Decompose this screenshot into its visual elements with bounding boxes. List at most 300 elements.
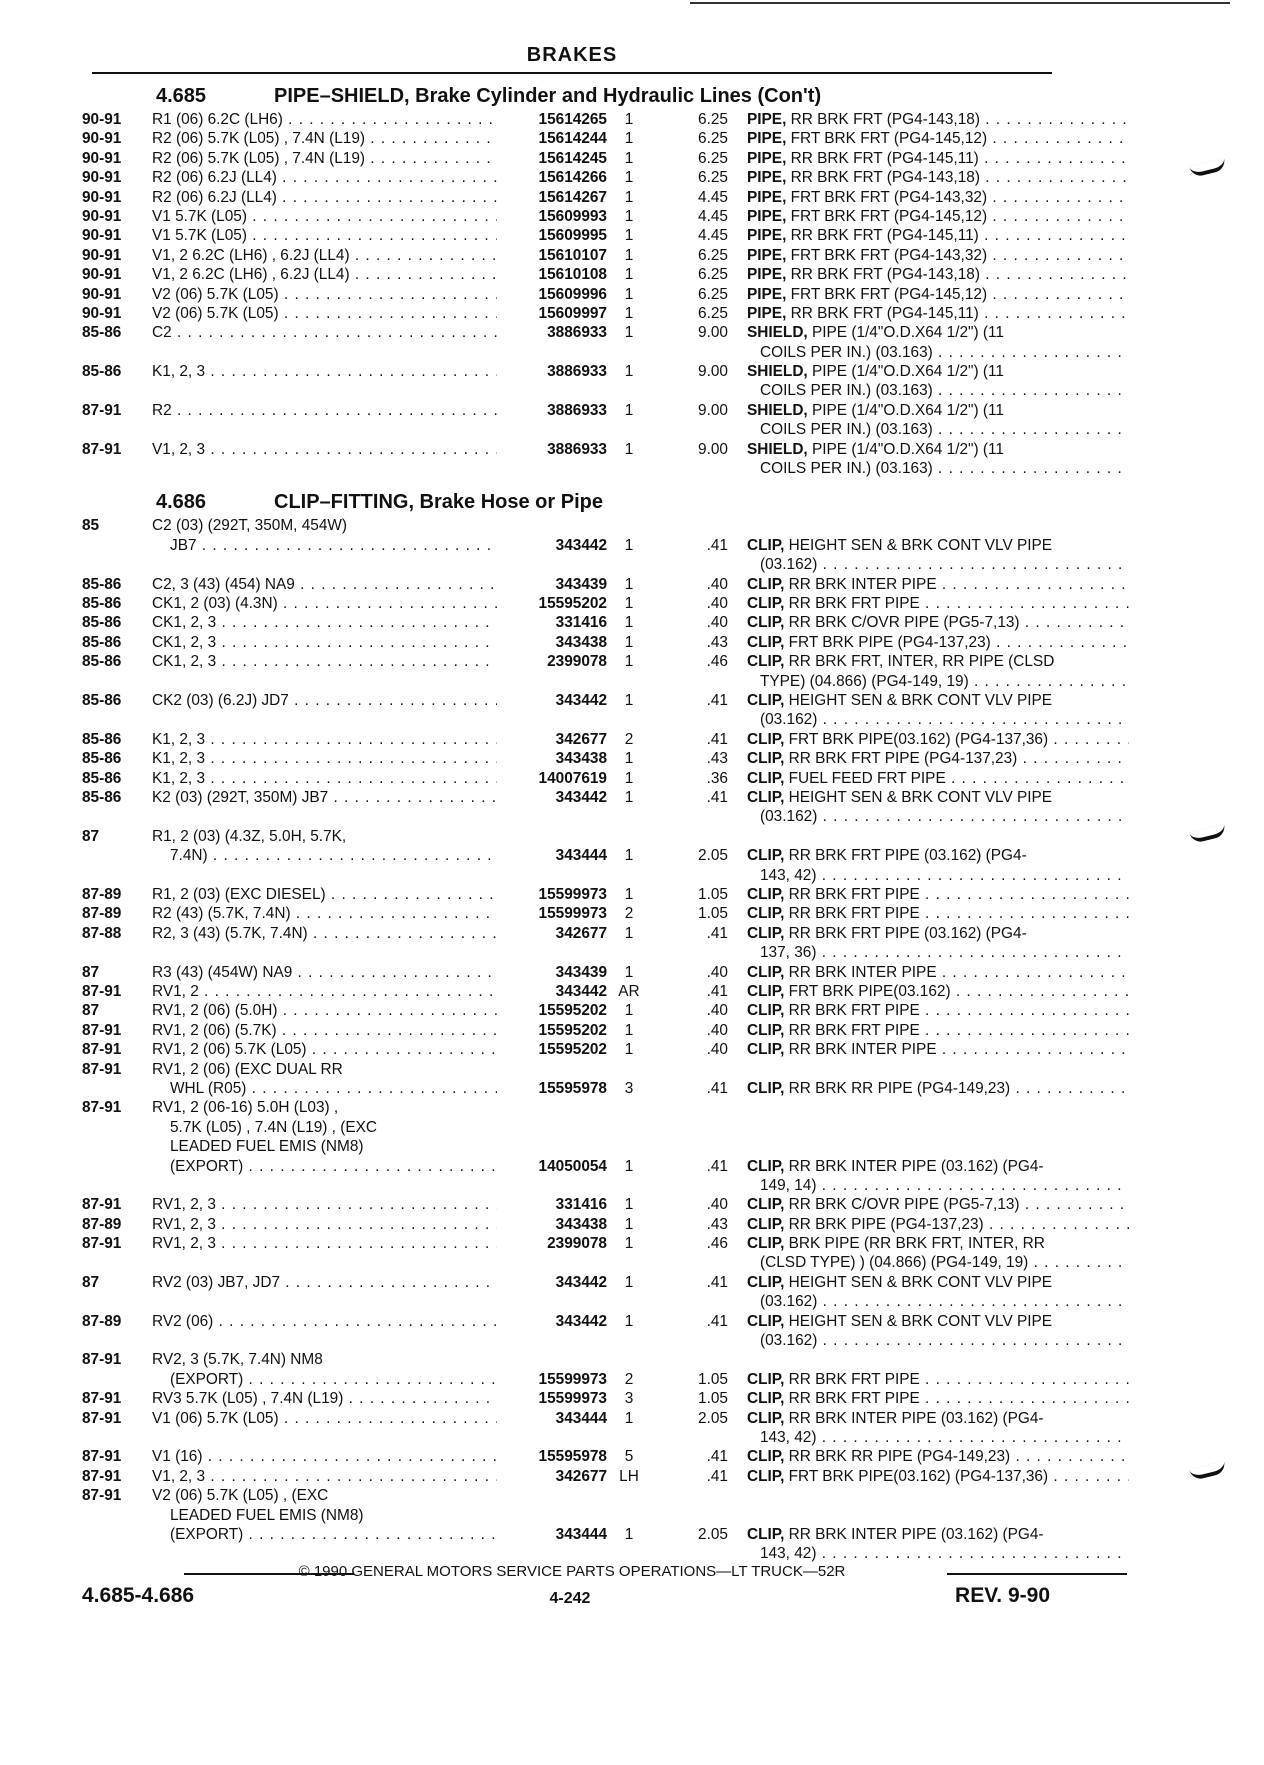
- model-description-cont: 7.4N) . . .: [170, 846, 497, 865]
- quantity: 1: [624, 188, 634, 206]
- model-description: R1, 2 (03) (4.3Z, 5.0H, 5.7K,: [152, 827, 347, 845]
- part-number: 15595978: [538, 1079, 607, 1097]
- part-description: [747, 613, 1129, 632]
- quantity: 1: [624, 1157, 634, 1175]
- part-description: [747, 440, 1129, 459]
- binder-hole-mark: [1190, 162, 1226, 172]
- part-name: CLIP,: [747, 1215, 785, 1233]
- part-name: PIPE,: [747, 130, 787, 148]
- part-name: CLIP,: [747, 692, 785, 710]
- price: 9.00: [698, 440, 728, 458]
- part-name: PIPE,: [747, 207, 787, 225]
- model-description: K2 (03) (292T, 350M) JB7 . . .: [152, 788, 497, 807]
- price: 9.00: [698, 401, 728, 419]
- quantity: 1: [624, 401, 634, 419]
- part-row: [82, 1273, 1052, 1312]
- part-description: [747, 304, 1129, 323]
- part-name: SHIELD,: [747, 363, 808, 381]
- quantity: 1: [624, 1312, 634, 1330]
- section-spacer: [82, 478, 1052, 486]
- part-description: [747, 904, 1129, 923]
- part-row: [82, 362, 1052, 401]
- model-description: RV2, 3 (5.7K, 7.4N) NM8: [152, 1351, 323, 1369]
- model-description-cont: LEADED FUEL EMIS (NM8): [170, 1506, 364, 1524]
- part-description-cont: 143, 42) . . .: [760, 1544, 1129, 1563]
- part-number: 15614245: [538, 149, 607, 167]
- part-description-text: RR BRK FRT (PG4-145,11): [790, 304, 979, 322]
- model-description: R2 (06) 6.2J (LL4) . . .: [152, 188, 497, 207]
- quantity: 1: [624, 111, 634, 128]
- price: 6.25: [698, 130, 728, 148]
- part-row: [82, 168, 1052, 187]
- quantity: 5: [624, 1448, 634, 1466]
- part-row: [82, 788, 1052, 827]
- part-row: [82, 246, 1052, 265]
- part-name: CLIP,: [747, 1467, 785, 1485]
- model-year: 87-91: [82, 982, 122, 1000]
- part-description: [747, 149, 1129, 168]
- part-number: 343438: [555, 1215, 607, 1233]
- model-year: 85-86: [82, 653, 122, 671]
- model-year: 90-91: [82, 188, 122, 206]
- part-number: 343439: [555, 575, 607, 593]
- part-number: 331416: [555, 1196, 607, 1214]
- price: 2.05: [698, 1526, 728, 1544]
- part-row: [82, 304, 1052, 323]
- model-description: R3 (43) (454W) NA9 . . .: [152, 963, 497, 982]
- model-year: 85-86: [82, 614, 122, 632]
- part-description: [747, 982, 1129, 1001]
- part-name: CLIP,: [747, 730, 785, 748]
- part-name: CLIP,: [747, 1526, 785, 1544]
- part-row: [82, 323, 1052, 362]
- part-number: 3886933: [547, 324, 607, 342]
- part-name: CLIP,: [747, 1409, 785, 1427]
- part-row: [82, 440, 1052, 479]
- price: .41: [706, 1448, 728, 1466]
- part-row: [82, 730, 1052, 749]
- model-description: CK1, 2 (03) (4.3N) . . .: [152, 594, 497, 613]
- part-row: [82, 652, 1055, 691]
- part-description: [747, 1001, 1129, 1020]
- model-year: 87: [82, 1002, 100, 1020]
- price: .43: [706, 750, 728, 768]
- part-row: [82, 1001, 1052, 1020]
- price: .43: [706, 633, 728, 651]
- model-year: 90-91: [82, 207, 122, 225]
- footer-revision: REV. 9-90: [955, 1584, 1050, 1607]
- price: .41: [706, 924, 728, 942]
- model-year: 87-89: [82, 1312, 122, 1330]
- part-description: [747, 1040, 1129, 1059]
- part-number: 343442: [555, 982, 607, 1000]
- part-description: [747, 246, 1129, 265]
- part-row: [82, 207, 1052, 226]
- part-description-text: FRT BRK PIPE (PG4-137,23): [788, 633, 991, 651]
- part-description-cont: COILS PER IN.) (03.163) . . .: [760, 459, 1129, 478]
- part-description: [747, 285, 1129, 304]
- model-description-cont: 5.7K (L05) , 7.4N (L19) , (EXC: [170, 1118, 378, 1136]
- part-number: 15599973: [538, 1370, 607, 1388]
- model-description: V1 5.7K (L05) . . .: [152, 207, 497, 226]
- part-name: CLIP,: [747, 633, 785, 651]
- part-name: CLIP,: [747, 789, 785, 806]
- model-description: R1 (06) 6.2C (LH6) . . .: [152, 110, 497, 129]
- price: .40: [706, 595, 728, 613]
- part-description: [747, 769, 1129, 788]
- part-row: [82, 188, 1052, 207]
- model-description: R2 (43) (5.7K, 7.4N) . . .: [152, 904, 497, 923]
- quantity: 1: [624, 1215, 634, 1233]
- part-description: [747, 1215, 1129, 1234]
- part-row: [82, 1350, 1052, 1389]
- part-description: [747, 633, 1129, 652]
- price: .41: [706, 789, 728, 806]
- model-year: 87: [82, 827, 100, 845]
- model-year: 85-86: [82, 595, 122, 613]
- part-name: CLIP,: [747, 750, 785, 768]
- footer-section-range: 4.685-4.686: [82, 1584, 195, 1607]
- part-description: [747, 362, 1129, 381]
- part-row: [82, 1447, 1052, 1466]
- quantity: 1: [624, 149, 634, 167]
- part-name: CLIP,: [747, 536, 785, 554]
- part-row: [82, 575, 1052, 594]
- part-description-cont: COILS PER IN.) (03.163) . . .: [760, 343, 1129, 362]
- part-number: 15609995: [538, 227, 607, 245]
- part-name: CLIP,: [747, 1370, 785, 1388]
- price: .41: [706, 1273, 728, 1291]
- price: .46: [706, 653, 728, 671]
- model-year: 87-88: [82, 924, 122, 942]
- part-description-text: RR BRK C/OVR PIPE (PG5-7,13): [788, 614, 1020, 632]
- part-row: [82, 285, 1052, 304]
- model-year: 85-86: [82, 324, 122, 342]
- price: .41: [706, 1312, 728, 1330]
- quantity: 3: [624, 1079, 634, 1097]
- part-number: 15595202: [538, 1041, 607, 1059]
- model-description: R1, 2 (03) (EXC DIESEL) . . .: [152, 885, 497, 904]
- quantity: 1: [624, 653, 634, 671]
- part-row: [82, 1486, 1052, 1564]
- part-row: [82, 691, 1052, 730]
- model-year: 87-91: [82, 401, 122, 419]
- part-description-cont: (03.162) . . .: [760, 710, 1129, 729]
- price: .40: [706, 1196, 728, 1214]
- part-description: [747, 1195, 1129, 1214]
- model-year: 85-86: [82, 363, 122, 381]
- part-number: 15609993: [538, 207, 607, 225]
- model-year: 87-91: [82, 1041, 122, 1059]
- part-description-text: RR BRK INTER PIPE (03.162) (PG4-: [788, 1409, 1044, 1427]
- binder-hole-mark: [1190, 828, 1226, 838]
- price: .43: [706, 1215, 728, 1233]
- price: 6.25: [698, 149, 728, 167]
- part-row: [82, 1312, 1052, 1351]
- part-description: [747, 1389, 1129, 1408]
- footer-copyright: © 1990 GENERAL MOTORS SERVICE PARTS OPERATIONS—LT TRUCK—52R: [298, 1563, 846, 1580]
- quantity: 1: [624, 847, 634, 865]
- part-number: 15595202: [538, 595, 607, 613]
- part-description: [747, 110, 1129, 129]
- model-year: 85-86: [82, 730, 122, 748]
- quantity: LH: [619, 1467, 639, 1485]
- part-description: [747, 575, 1129, 594]
- part-name: CLIP,: [747, 1079, 785, 1097]
- part-description-cont: 143, 42) . . .: [760, 866, 1129, 885]
- model-year: 85-86: [82, 750, 122, 768]
- price: .41: [706, 982, 728, 1000]
- part-description: [747, 963, 1129, 982]
- model-description: R2 (06) 6.2J (LL4) . . .: [152, 168, 497, 187]
- model-description: R2 (06) 5.7K (L05) , 7.4N (L19) . . .: [152, 149, 497, 168]
- part-description-text: FRT BRK FRT (PG4-145,12): [790, 285, 988, 303]
- part-description-text: RR BRK FRT PIPE: [788, 905, 920, 923]
- part-row: [82, 1021, 1052, 1040]
- price: 9.00: [698, 363, 728, 381]
- part-description-text: FUEL FEED FRT PIPE: [788, 769, 946, 787]
- part-name: CLIP,: [747, 1041, 785, 1059]
- part-row: [82, 749, 1052, 768]
- part-number: 343442: [555, 789, 607, 806]
- footer-rule-right: [947, 1573, 1127, 1575]
- top-edge-rule: [690, 2, 1230, 4]
- part-number: 342677: [555, 730, 607, 748]
- model-description: V2 (06) 5.7K (L05) . . .: [152, 304, 497, 323]
- footer-page-number: 4-242: [549, 1590, 591, 1607]
- model-description: R2, 3 (43) (5.7K, 7.4N) . . .: [152, 924, 497, 943]
- part-name: CLIP,: [747, 982, 785, 1000]
- part-description-text: PIPE (1/4"O.D.X64 1/2") (11: [812, 401, 1004, 419]
- part-name: CLIP,: [747, 1273, 785, 1291]
- model-description: V1 (06) 5.7K (L05) . . .: [152, 1409, 497, 1428]
- section-title: CLIP–FITTING, Brake Hose or Pipe: [274, 491, 603, 514]
- quantity: 2: [624, 1370, 634, 1388]
- model-year: 87-91: [82, 1060, 122, 1078]
- model-description: C2 (03) (292T, 350M, 454W): [152, 517, 348, 535]
- model-description-cont: (EXPORT) . . .: [170, 1157, 497, 1176]
- part-row: [82, 982, 1052, 1001]
- part-description: [747, 188, 1129, 207]
- model-description: CK1, 2, 3 . . .: [152, 613, 497, 632]
- model-year: 90-91: [82, 130, 122, 148]
- part-name: PIPE,: [747, 227, 787, 245]
- part-description-text: RR BRK INTER PIPE: [788, 575, 937, 593]
- part-row: [82, 613, 1052, 632]
- quantity: 1: [624, 1041, 634, 1059]
- model-description: CK1, 2, 3 . . .: [152, 652, 497, 671]
- price: 1.05: [698, 905, 728, 923]
- part-description-text: HEIGHT SEN & BRK CONT VLV PIPE: [788, 789, 1053, 806]
- model-year: 87: [82, 963, 100, 981]
- part-number: 342677: [555, 1467, 607, 1485]
- part-name: CLIP,: [747, 769, 785, 787]
- part-number: 343444: [555, 847, 607, 865]
- model-year: 85-86: [82, 769, 122, 787]
- part-description-text: RR BRK FRT, INTER, RR PIPE (CLSD: [788, 653, 1055, 671]
- part-description-text: FRT BRK FRT (PG4-145,12): [790, 207, 988, 225]
- part-description-text: RR BRK INTER PIPE (03.162) (PG4-: [788, 1526, 1044, 1544]
- part-number: 343442: [555, 1312, 607, 1330]
- model-description: RV2 (06) . . .: [152, 1312, 497, 1331]
- part-description: [747, 730, 1129, 749]
- model-year: 87-91: [82, 1487, 122, 1505]
- model-description: C2, 3 (43) (454) NA9 . . .: [152, 575, 497, 594]
- part-row: [82, 594, 1052, 613]
- quantity: AR: [618, 982, 640, 1000]
- quantity: 1: [624, 963, 634, 981]
- part-description-text: RR BRK FRT (PG4-145,11): [790, 227, 979, 245]
- model-year: 90-91: [82, 266, 122, 284]
- part-name: PIPE,: [747, 111, 787, 128]
- section-number: 4.686: [156, 491, 207, 514]
- model-description-cont: (EXPORT) . . .: [170, 1370, 497, 1389]
- part-description-text: RR BRK FRT PIPE: [788, 1002, 920, 1020]
- part-number: 343438: [555, 633, 607, 651]
- price: 4.45: [698, 207, 728, 225]
- model-description: K1, 2, 3 . . .: [152, 362, 497, 381]
- part-description-cont: (03.162) . . .: [760, 1331, 1129, 1350]
- part-name: CLIP,: [747, 963, 785, 981]
- model-description: V1, 2 6.2C (LH6) , 6.2J (LL4) . . .: [152, 246, 497, 265]
- part-name: CLIP,: [747, 575, 785, 593]
- part-description: [747, 652, 1129, 671]
- price: 1.05: [698, 1390, 728, 1408]
- part-description-cont: TYPE) (04.866) (PG4-149, 19) . . .: [760, 672, 1129, 691]
- model-description: RV2 (03) JB7, JD7 . . .: [152, 1273, 497, 1292]
- part-description-cont: 137, 36) . . .: [760, 943, 1129, 962]
- part-description: [747, 1447, 1129, 1466]
- footer-copyright-line: [92, 1563, 1052, 1583]
- part-description-text: HEIGHT SEN & BRK CONT VLV PIPE: [788, 536, 1053, 554]
- quantity: 1: [624, 207, 634, 225]
- model-description: RV1, 2, 3 . . .: [152, 1234, 497, 1253]
- quantity: 1: [624, 769, 634, 787]
- part-row: [82, 1234, 1052, 1273]
- part-description-text: RR BRK FRT (PG4-143,18): [790, 111, 980, 128]
- price: 4.45: [698, 227, 728, 245]
- part-number: 343444: [555, 1409, 607, 1427]
- part-description: [747, 265, 1129, 284]
- part-row: [82, 1195, 1052, 1214]
- section-number: 4.685: [156, 85, 207, 107]
- price: .40: [706, 575, 728, 593]
- part-description: [747, 1157, 1129, 1176]
- quantity: 1: [624, 285, 634, 303]
- part-description-text: RR BRK FRT PIPE: [788, 1390, 920, 1408]
- section-heading: [82, 486, 1052, 516]
- model-year: 90-91: [82, 246, 122, 264]
- part-description-text: FRT BRK FRT (PG4-145,12): [790, 130, 988, 148]
- part-row: [82, 1060, 1052, 1099]
- quantity: 1: [624, 885, 634, 903]
- part-row: [82, 226, 1052, 245]
- quantity: 1: [624, 363, 634, 381]
- part-description-text: FRT BRK PIPE(03.162) (PG4-137,36): [788, 730, 1049, 748]
- part-description-text: FRT BRK FRT (PG4-143,32): [790, 188, 988, 206]
- model-description: R2 (06) 5.7K (L05) , 7.4N (L19) . . .: [152, 129, 497, 148]
- part-row: [82, 1098, 1052, 1195]
- part-description: [747, 207, 1129, 226]
- model-year: 87-91: [82, 440, 122, 458]
- part-number: 15610107: [538, 246, 607, 264]
- part-number: 343442: [555, 692, 607, 710]
- part-description: [747, 168, 1129, 187]
- model-description: RV1, 2 (06) (5.0H) . . .: [152, 1001, 497, 1020]
- part-row: [82, 1215, 1052, 1234]
- part-name: CLIP,: [747, 1196, 785, 1214]
- part-description: [747, 1525, 1129, 1544]
- part-row: [82, 769, 1052, 788]
- price: 2.05: [698, 1409, 728, 1427]
- part-number: 14007619: [538, 769, 607, 787]
- model-year: 87: [82, 1273, 100, 1291]
- part-description-text: HEIGHT SEN & BRK CONT VLV PIPE: [788, 1273, 1053, 1291]
- model-year: 87-91: [82, 1390, 122, 1408]
- quantity: 1: [624, 130, 634, 148]
- part-row: [82, 265, 1052, 284]
- part-description-text: FRT BRK PIPE(03.162): [788, 982, 951, 1000]
- model-year: 85: [82, 517, 100, 535]
- quantity: 1: [624, 1526, 634, 1544]
- part-number: 15614265: [538, 111, 607, 128]
- model-description: V2 (06) 5.7K (L05) , (EXC: [152, 1487, 329, 1505]
- part-description-cont: 149, 14) . . .: [760, 1176, 1129, 1195]
- part-description: [747, 1273, 1129, 1292]
- part-row: [82, 401, 1052, 440]
- section-heading: [82, 80, 1052, 110]
- price: 6.25: [698, 246, 728, 264]
- part-description-cont: 143, 42) . . .: [760, 1428, 1129, 1447]
- model-year: 87-91: [82, 1235, 122, 1253]
- model-description: V1 (16) . . .: [152, 1447, 497, 1466]
- model-year: 85-86: [82, 633, 122, 651]
- price: .40: [706, 614, 728, 632]
- part-description-cont: COILS PER IN.) (03.163) . . .: [760, 420, 1129, 439]
- model-year: 87-91: [82, 1467, 122, 1485]
- part-number: 2399078: [547, 1235, 607, 1253]
- part-description: [747, 226, 1129, 245]
- model-year: 85-86: [82, 692, 122, 710]
- part-description: [747, 1021, 1129, 1040]
- model-description: C2 . . .: [152, 323, 497, 342]
- part-name: CLIP,: [747, 614, 785, 632]
- price: .41: [706, 1467, 728, 1485]
- model-year: 85-86: [82, 575, 122, 593]
- part-number: 331416: [555, 614, 607, 632]
- part-name: PIPE,: [747, 266, 787, 284]
- model-description: K1, 2, 3 . . .: [152, 749, 497, 768]
- part-description: [747, 594, 1129, 613]
- part-number: 15609996: [538, 285, 607, 303]
- part-name: SHIELD,: [747, 324, 808, 342]
- part-description: [747, 1467, 1129, 1486]
- model-description: V1, 2, 3 . . .: [152, 440, 497, 459]
- model-year: 90-91: [82, 227, 122, 245]
- price: 2.05: [698, 847, 728, 865]
- part-row: [82, 1389, 1052, 1408]
- model-description: RV1, 2, 3 . . .: [152, 1215, 497, 1234]
- model-description: V1, 2 6.2C (LH6) , 6.2J (LL4) . . .: [152, 265, 497, 284]
- part-description-text: RR BRK FRT PIPE: [788, 885, 920, 903]
- model-year: 90-91: [82, 285, 122, 303]
- quantity: 1: [624, 1021, 634, 1039]
- part-description-text: RR BRK FRT PIPE: [788, 1021, 920, 1039]
- price: 4.45: [698, 188, 728, 206]
- price: .40: [706, 1041, 728, 1059]
- model-year: 87-89: [82, 905, 122, 923]
- model-year: 90-91: [82, 149, 122, 167]
